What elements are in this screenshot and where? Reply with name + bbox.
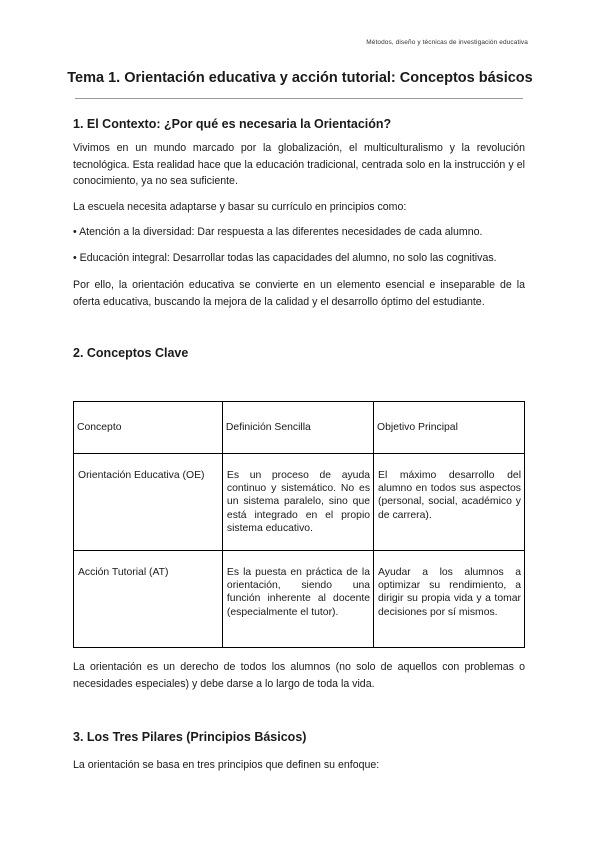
running-header: Métodos, diseño y técnicas de investigación educativa: [366, 39, 528, 46]
bullet-educacion-integral: • Educación integral: Desarrollar todas las capacidades del alumno, no solo las cognitivas.: [73, 252, 497, 264]
table-cell: El máximo desarrollo del alumno en todos sus aspectos (personal, social, académico y de carrera).: [374, 454, 525, 551]
section-1-paragraph-1: Vivimos en un mundo marcado por la globalización, el multiculturalismo y la revolución tecnológica. Esta realidad hace que la educación tradicional, centrada solo en la instrucción y el conocimiento, ya no sea suficiente.: [73, 142, 525, 187]
table-cell: Ayudar a los alumnos a optimizar su rendimiento, a dirigir su propia vida y a tomar decisiones por sí mismos.: [374, 551, 525, 648]
table-row: [74, 454, 525, 551]
table-cell: Orientación Educativa (OE): [74, 454, 223, 551]
section-1-heading: 1. El Contexto: ¿Por qué es necesaria la Orientación?: [73, 117, 392, 131]
table-header-cell: Objetivo Principal: [374, 402, 525, 454]
section-1-paragraph-2: La escuela necesita adaptarse y basar su currículo en principios como:: [73, 201, 407, 213]
table-cell: Acción Tutorial (AT): [74, 551, 223, 648]
table-header-cell: Definición Sencilla: [222, 402, 373, 454]
table-header-row: [74, 402, 525, 454]
section-2-heading: 2. Conceptos Clave: [73, 346, 189, 360]
table-cell: Es un proceso de ayuda continuo y sistemático. No es un sistema paralelo, sino que está integrado en el propio sistema educativo.: [222, 454, 373, 551]
bullet-atencion-diversidad: • Atención a la diversidad: Dar respuesta a las diferentes necesidades de cada alumno.: [73, 226, 483, 238]
section-2-note: La orientación es un derecho de todos los alumnos (no solo de aquellos con problemas o necesidades especiales) y debe darse a lo largo de toda la vida.: [73, 661, 525, 690]
concepts-table: [73, 401, 525, 648]
title-divider: [75, 98, 523, 99]
table-cell: Es la puesta en práctica de la orientación, siendo una función inherente al docente (especialmente el tutor).: [222, 551, 373, 648]
section-3-heading: 3. Los Tres Pilares (Principios Básicos): [73, 730, 307, 744]
document-title: Tema 1. Orientación educativa y acción tutorial: Conceptos básicos: [67, 70, 533, 86]
table-row: [74, 551, 525, 648]
table-header-cell: Concepto: [74, 402, 223, 454]
section-3-intro: La orientación se basa en tres principios que definen su enfoque:: [73, 759, 380, 771]
section-1-paragraph-3: Por ello, la orientación educativa se convierte en un elemento esencial e inseparable de la oferta educativa, buscando la mejora de la calidad y el desarrollo óptimo del estudiante.: [73, 279, 525, 308]
